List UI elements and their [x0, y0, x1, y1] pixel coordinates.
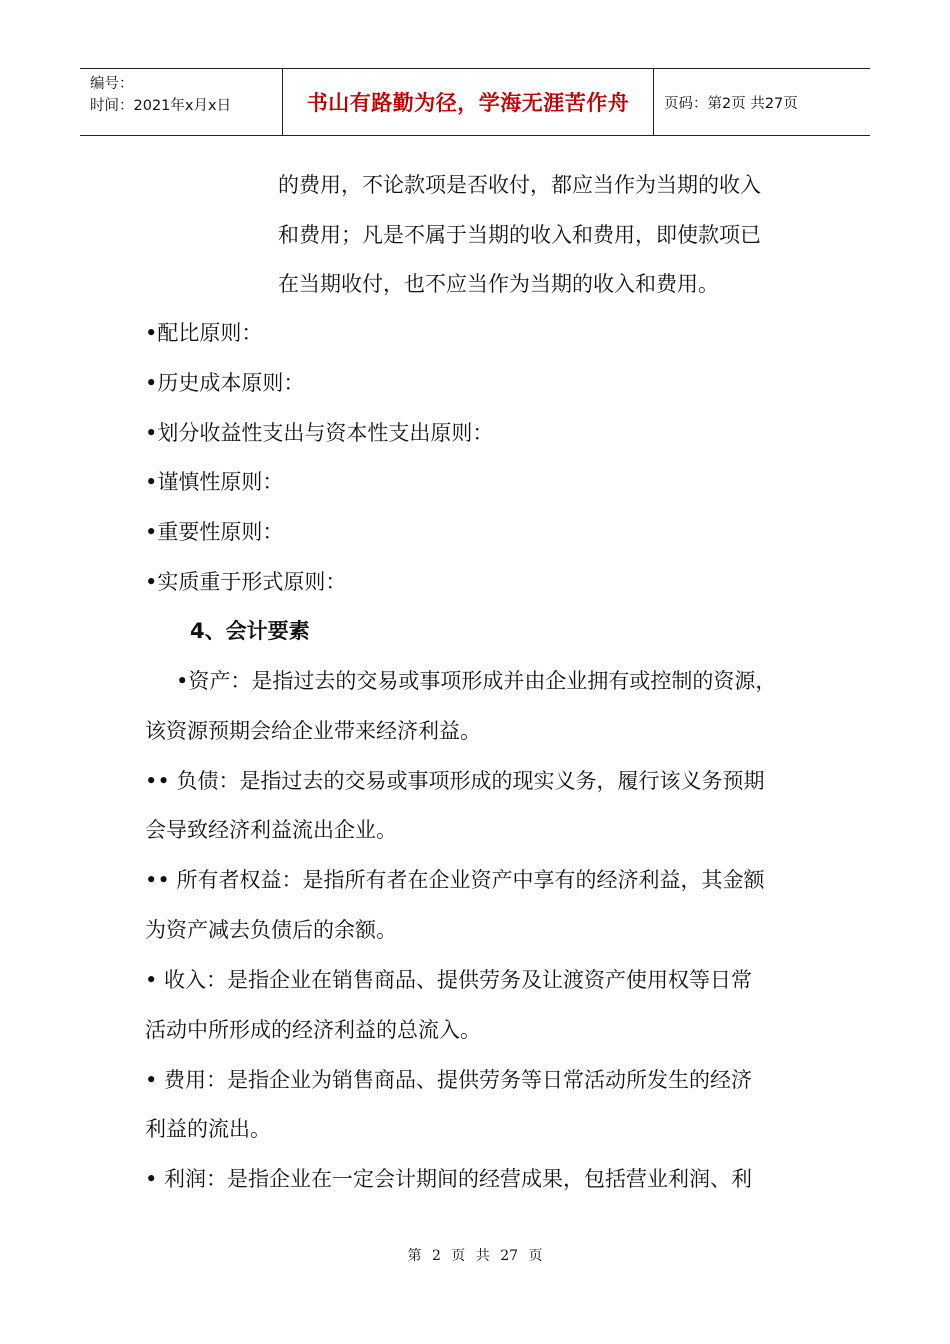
text-line: •资产：是指过去的交易或事项形成并由企业拥有或控制的资源， [176, 669, 777, 693]
text-line: •配比原则： [145, 321, 263, 345]
text-line: •• 所有者权益：是指所有者在企业资产中享有的经济利益，其金额 [145, 868, 765, 892]
text-line: 利益的流出。 [145, 1117, 271, 1141]
text-line: 该资源预期会给企业带来经济利益。 [145, 719, 481, 743]
text-line: •历史成本原则： [145, 371, 305, 395]
date-label: 时间：2021年x月x日 [90, 98, 232, 114]
text-line: 为资产减去负债后的余额。 [145, 918, 397, 942]
text-line: 在当期收付，也不应当作为当期的收入和费用。 [278, 272, 719, 296]
text-line: • 收入：是指企业在销售商品、提供劳务及让渡资产使用权等日常 [145, 968, 753, 992]
serial-number-label: 编号： [90, 76, 134, 92]
text-line: •实质重于形式原则： [145, 570, 347, 594]
text-line: 会导致经济利益流出企业。 [145, 818, 397, 842]
section-heading: 4、会计要素 [190, 619, 310, 643]
text-line: 和费用；凡是不属于当期的收入和费用，即使款项已 [278, 223, 761, 247]
page-header [80, 68, 870, 136]
text-line: • 利润：是指企业在一定会计期间的经营成果，包括营业利润、利 [145, 1167, 753, 1191]
header-motto: 书山有路勤为径，学海无涯苦作舟 [282, 69, 654, 135]
text-line: • 费用：是指企业为销售商品、提供劳务等日常活动所发生的经济 [145, 1068, 753, 1092]
text-line: 的费用，不论款项是否收付，都应当作为当期的收入 [278, 173, 761, 197]
header-page-info: 页码：第2页 共27页 [664, 95, 798, 112]
header-left-cell [80, 69, 282, 135]
text-line: •划分收益性支出与资本性支出原则： [145, 421, 494, 445]
page-footer: 第 2 页 共 27 页 [407, 1248, 543, 1264]
text-line: •谨慎性原则： [145, 470, 284, 494]
text-line: •• 负债：是指过去的交易或事项形成的现实义务，履行该义务预期 [145, 769, 765, 793]
text-line: •重要性原则： [145, 520, 284, 544]
text-line: 活动中所形成的经济利益的总流入。 [145, 1018, 481, 1042]
